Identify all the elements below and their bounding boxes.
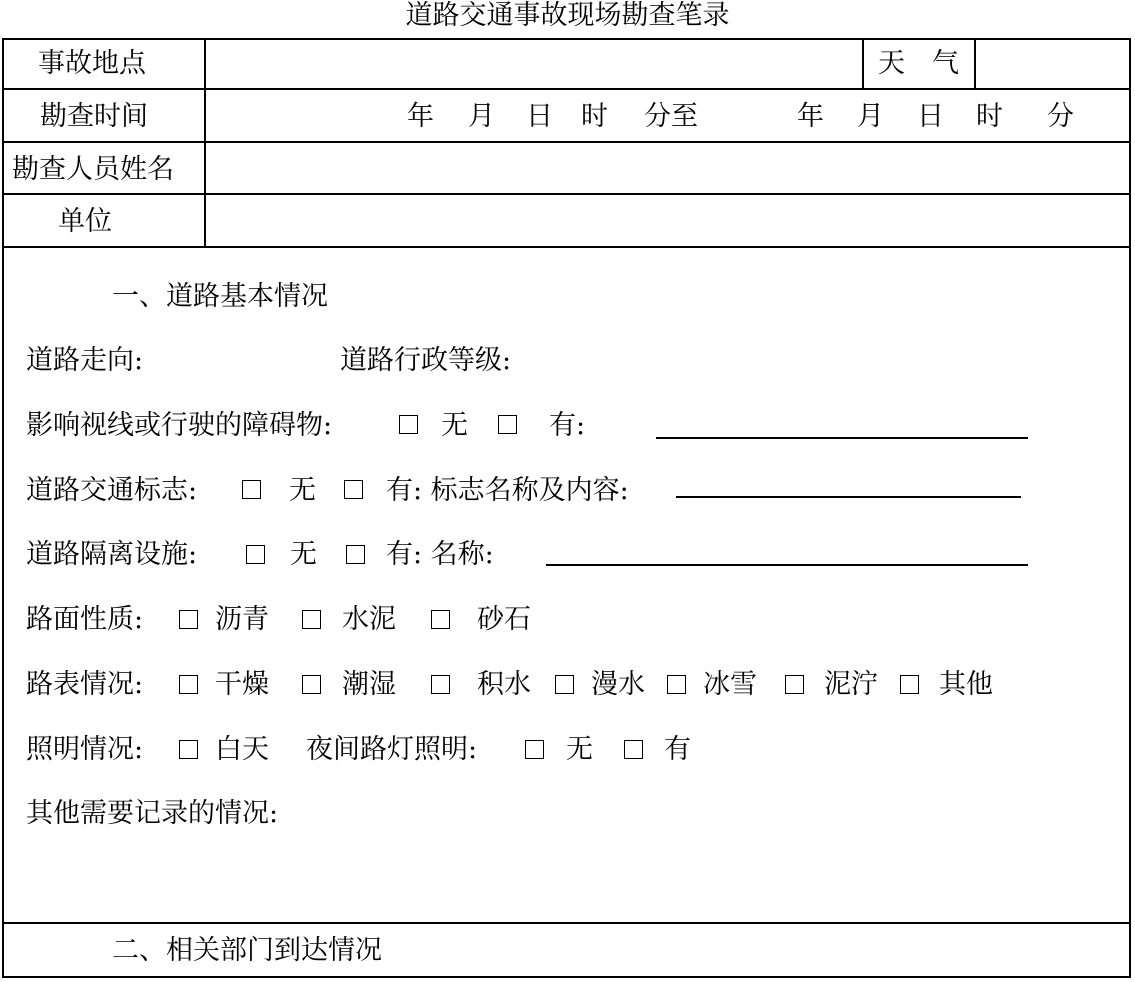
investigators-field[interactable] (206, 143, 1129, 193)
condition-muddy-checkbox[interactable] (785, 675, 804, 694)
unit-field[interactable] (206, 195, 1129, 246)
weather-label-2: 气 (932, 48, 959, 79)
weather-divider-left (862, 40, 864, 88)
sign-none-checkbox[interactable] (242, 480, 261, 499)
obstruction-have-checkbox[interactable] (498, 415, 517, 434)
condition-ponding-label: 积水 (477, 669, 531, 700)
time-unit-month-start: 月 (468, 101, 495, 132)
surface-asphalt-checkbox[interactable] (179, 610, 198, 629)
row-divider (4, 88, 1129, 90)
obstruction-blank[interactable] (656, 437, 1028, 439)
lighting-daytime-checkbox[interactable] (179, 740, 198, 759)
surface-gravel-checkbox[interactable] (431, 610, 450, 629)
condition-dry-checkbox[interactable] (179, 675, 198, 694)
surface-gravel-label: 砂石 (477, 604, 531, 635)
time-unit-minute-end: 分 (1047, 101, 1074, 132)
condition-other-label: 其他 (939, 669, 993, 700)
condition-ponding-checkbox[interactable] (431, 675, 450, 694)
time-unit-hour-start: 时 (581, 101, 608, 132)
inspection-record-form (2, 38, 1131, 978)
weather-field[interactable] (976, 40, 1129, 88)
isolation-have-checkbox[interactable] (346, 545, 365, 564)
lighting-label: 照明情况: (26, 734, 144, 765)
condition-dry-label: 干燥 (215, 669, 269, 700)
time-unit-hour-end: 时 (976, 101, 1003, 132)
surface-label: 路面性质: (26, 604, 144, 635)
form-title: 道路交通事故现场勘查笔录 (405, 0, 730, 31)
other-notes-label: 其他需要记录的情况: (26, 798, 279, 829)
isolation-name-label: 有: 名称: (386, 539, 494, 570)
isolation-label: 道路隔离设施: (26, 539, 198, 570)
condition-flooded-label: 漫水 (591, 669, 645, 700)
time-unit-minute-to: 分至 (644, 101, 698, 132)
condition-damp-label: 潮湿 (342, 669, 396, 700)
sign-have-checkbox[interactable] (344, 480, 363, 499)
row-divider (4, 246, 1129, 248)
surface-concrete-label: 水泥 (342, 604, 396, 635)
section-heading-departments-arrival: 二、相关部门到达情况 (112, 935, 382, 966)
sign-name-blank[interactable] (676, 496, 1021, 498)
isolation-name-blank[interactable] (546, 564, 1028, 566)
unit-label: 单位 (58, 206, 112, 237)
time-unit-day-end: 日 (917, 101, 944, 132)
night-light-have-checkbox[interactable] (624, 740, 643, 759)
row-divider (4, 922, 1129, 924)
time-unit-year-end: 年 (797, 101, 824, 132)
time-label: 勘查时间 (40, 101, 148, 132)
night-light-none-label: 无 (566, 734, 593, 765)
weather-label-1: 天 (878, 48, 905, 79)
condition-label: 路表情况: (26, 669, 144, 700)
time-unit-day-start: 日 (526, 101, 553, 132)
location-field[interactable] (206, 40, 862, 88)
night-light-none-checkbox[interactable] (525, 740, 544, 759)
time-unit-year-start: 年 (407, 101, 434, 132)
road-admin-grade-label: 道路行政等级: (340, 345, 512, 376)
surface-asphalt-label: 沥青 (215, 604, 269, 635)
condition-muddy-label: 泥泞 (824, 669, 878, 700)
isolation-none-checkbox[interactable] (246, 545, 265, 564)
condition-other-checkbox[interactable] (900, 675, 919, 694)
location-label: 事故地点 (38, 48, 146, 79)
night-light-have-label: 有 (664, 734, 691, 765)
obstruction-none-checkbox[interactable] (399, 415, 418, 434)
road-direction-label: 道路走向: (26, 345, 144, 376)
obstruction-none-label: 无 (441, 410, 468, 441)
section-heading-road-basics: 一、道路基本情况 (112, 281, 328, 312)
time-unit-month-end: 月 (857, 101, 884, 132)
condition-flooded-checkbox[interactable] (555, 675, 574, 694)
obstruction-have-label: 有: (549, 410, 586, 441)
traffic-sign-label: 道路交通标志: (26, 475, 198, 506)
condition-ice-snow-label: 冰雪 (703, 669, 757, 700)
other-notes-field[interactable] (26, 835, 1116, 915)
obstruction-label: 影响视线或行驶的障碍物: (26, 410, 333, 441)
sign-none-label: 无 (289, 475, 316, 506)
condition-ice-snow-checkbox[interactable] (667, 675, 686, 694)
investigators-label: 勘查人员姓名 (12, 154, 174, 185)
condition-damp-checkbox[interactable] (302, 675, 321, 694)
night-light-label: 夜间路灯照明: (306, 734, 478, 765)
lighting-daytime-label: 白天 (215, 734, 269, 765)
surface-concrete-checkbox[interactable] (302, 610, 321, 629)
isolation-none-label: 无 (290, 539, 317, 570)
sign-name-label: 有: 标志名称及内容: (386, 475, 629, 506)
